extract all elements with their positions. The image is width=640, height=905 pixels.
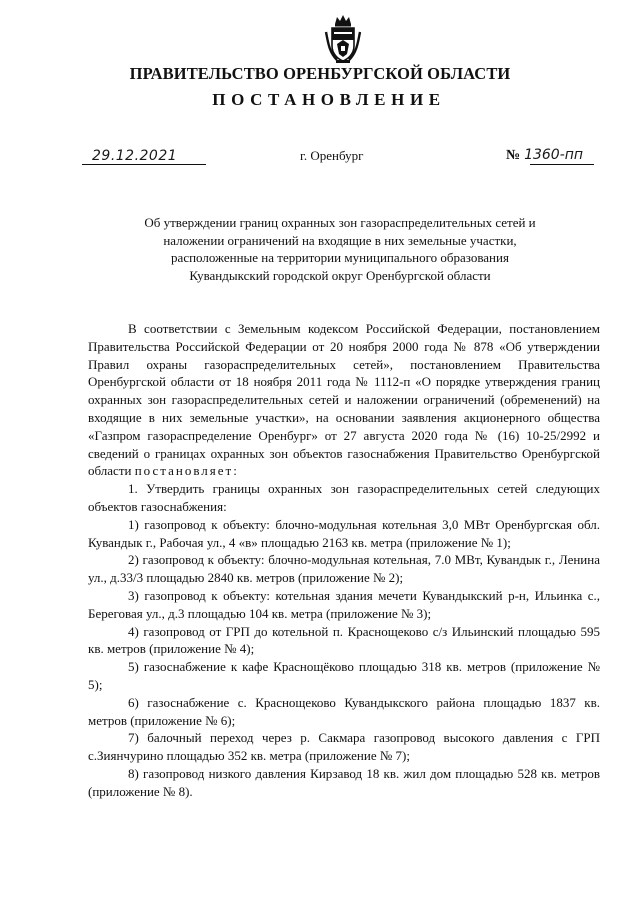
list-item: 5) газоснабжение к кафе Краснощёково площадью 318 кв. метров (приложение № 5); [88,659,600,692]
preamble-paragraph [88,320,600,480]
document-type-heading: ПОСТАНОВЛЕНИЕ [212,90,446,109]
document-city: г. Оренбург [300,148,364,163]
coat-of-arms-emblem [323,14,363,64]
list-item: 1) газопровод к объекту: блочно-модульная котельная 3,0 МВт Оренбургская обл. Кувандык г., Рабочая ул., 4 «в» площадью 2163 кв. метра (приложение № 1); [88,516,600,550]
preamble-text: В соответствии с Земельным кодексом Российской Федерации, постановлением Правительства Российской Федерации от 20 ноября 2000 года № 878 «Об утверждении Правил охраны газораспределительных сетей», постановлением Правительства Оренбургской области от 18 ноября 2011 года № 1112-п «О порядке утверждения границ охранных зон газораспределительных сетей и наложении ограничений (обременений) на входящие в них земельные участки», на основании заявления акционерного общества «Газпром газораспределение Оренбург» от 27 августа 2020 года № (16) 10-25/2992 и сведений о границах охранных зон объектов газоснабжения Правительство Оренбургской области [88,321,600,479]
list-item: 6) газоснабжение с. Краснощеково Кувандыкского района площадью 1837 кв. метров (приложение № 6); [88,694,600,728]
document-number [506,147,583,164]
list-item: 3) газопровод к объекту: котельная здания мечети Кувандыкский р-н, Ильинка с., Береговая ул., д.3 площадью 104 кв. метра (приложение № 3); [88,587,600,621]
subject-line: Кувандыкский городской округ Оренбургской области [189,267,491,283]
number-underline [530,164,594,165]
document-date: 29.12.2021 [92,148,178,164]
document-body [88,320,600,801]
subject-line: Об утверждении границ охранных зон газораспределительных сетей и [144,215,536,230]
subject-line: наложении ограничений на входящие в них земельные участки, [163,232,517,248]
number-sign: № [506,148,521,163]
number-value: 1360-пп [524,147,584,163]
list-item: 8) газопровод низкого давления Кирзавод 18 кв. жил дом площадью 528 кв. метров (приложение № 8). [88,765,600,799]
government-title: ПРАВИТЕЛЬСТВО ОРЕНБУРГСКОЙ ОБЛАСТИ [129,64,511,83]
clause-1: 1. Утвердить границы охранных зон газораспределительных сетей следующих объектов газоснабжения: [88,481,600,514]
date-underline [82,164,206,165]
document-subject [100,214,580,284]
subject-line: расположенные на территории муниципального образования [171,250,509,265]
decree-word: постановляет: [134,463,239,479]
list-item: 2) газопровод к объекту: блочно-модульная котельная, 7.0 МВт, Кувандык г., Ленина ул., д.33/3 площадью 2840 кв. метров (приложение № 2); [88,552,600,586]
list-item: 7) балочный переход через р. Сакмара газопровод высокого давления с ГРП с.Зиянчурино площадью 352 кв. метра (приложение № 7); [88,730,600,764]
list-item: 4) газопровод от ГРП до котельной п. Краснощеково с/з Ильинский площадью 595 кв. метров (приложение № 4); [88,623,600,657]
